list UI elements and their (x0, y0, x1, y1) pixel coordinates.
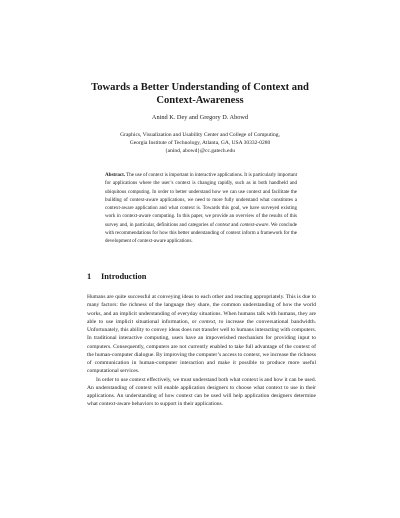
title-line-2: Context-Awareness (156, 95, 244, 106)
paragraph-1-text-1: Humans are quite successful at conveying ideas to each other and reacting appropriately. This is due to many factors: the richness of the language they share, the common understanding of how the world works, and an implicit understanding of everyday situations. When humans talk with humans, they are able to use implicit situational information, or (87, 294, 316, 325)
affiliation (60, 131, 340, 155)
section-title: Introduction (101, 272, 147, 281)
section-heading-introduction (87, 272, 146, 282)
abstract-text-1: The use of context is important in interactive applications. It is particularly important for applications where the user’s context is changing rapidly, such as in both handheld and ubiquitous computing. In order to better understand how we can use context and facilitate the building of context-aware applications, we need to more fully understand what constitutes a context-aware application and what context is. Towards this goal, we have surveyed existing work in context-aware computing. In this paper, we provide an overview of the results of this survey and, in particular, definitions and categories of (105, 172, 297, 228)
abstract (105, 171, 297, 246)
affiliation-line-1: Graphics, Visualization and Usability Center and College of Computing, (120, 132, 280, 138)
abstract-em-context-aware: context-aware (239, 221, 269, 228)
affiliation-line-2: Georgia Institute of Technology, Atlanta, GA, USA 30332-0280 (129, 140, 271, 146)
author-emails: {anind, abowd}@cc.gatech.edu (165, 148, 235, 154)
introduction-body (87, 293, 316, 409)
paragraph-1-em-context: context (198, 318, 215, 325)
abstract-label: Abstract. (105, 172, 126, 178)
abstract-text-3: . We conclude with recommendations for how this better understanding of context inform a framework for the development of context-aware applications. (105, 221, 297, 245)
paragraph-1 (87, 293, 316, 376)
paragraph-1-text-2: , to increase the conversational bandwidth. Unfortunately, this ability to convey ideas does not transfer well to humans interacting with computers. In traditional interactive computing, users have an impoverished mechanism for providing input to computers. Consequently, computers are not currently enabled to take full advantage of the context of the human-computer dialogue. By improving the computer’s access to context, we increase the richness of communication in human-computer interaction and make it possible to produce more useful computational services. (87, 318, 316, 375)
paper-title (60, 81, 340, 107)
author-list: Anind K. Dey and Gregory D. Abowd (151, 114, 249, 121)
abstract-em-context: context (215, 221, 230, 228)
title-line-1: Towards a Better Understanding of Context and (91, 82, 309, 93)
section-number: 1 (87, 272, 92, 281)
paragraph-2: In order to use context effectively, we must understand both what context is and how it can be used. An understanding of context will enable application designers to choose what context to use in their applications. An understanding of how context can be used will help application designers determine what context-aware behaviors to support in their applications. (87, 376, 316, 408)
abstract-text-2: and (229, 221, 240, 228)
